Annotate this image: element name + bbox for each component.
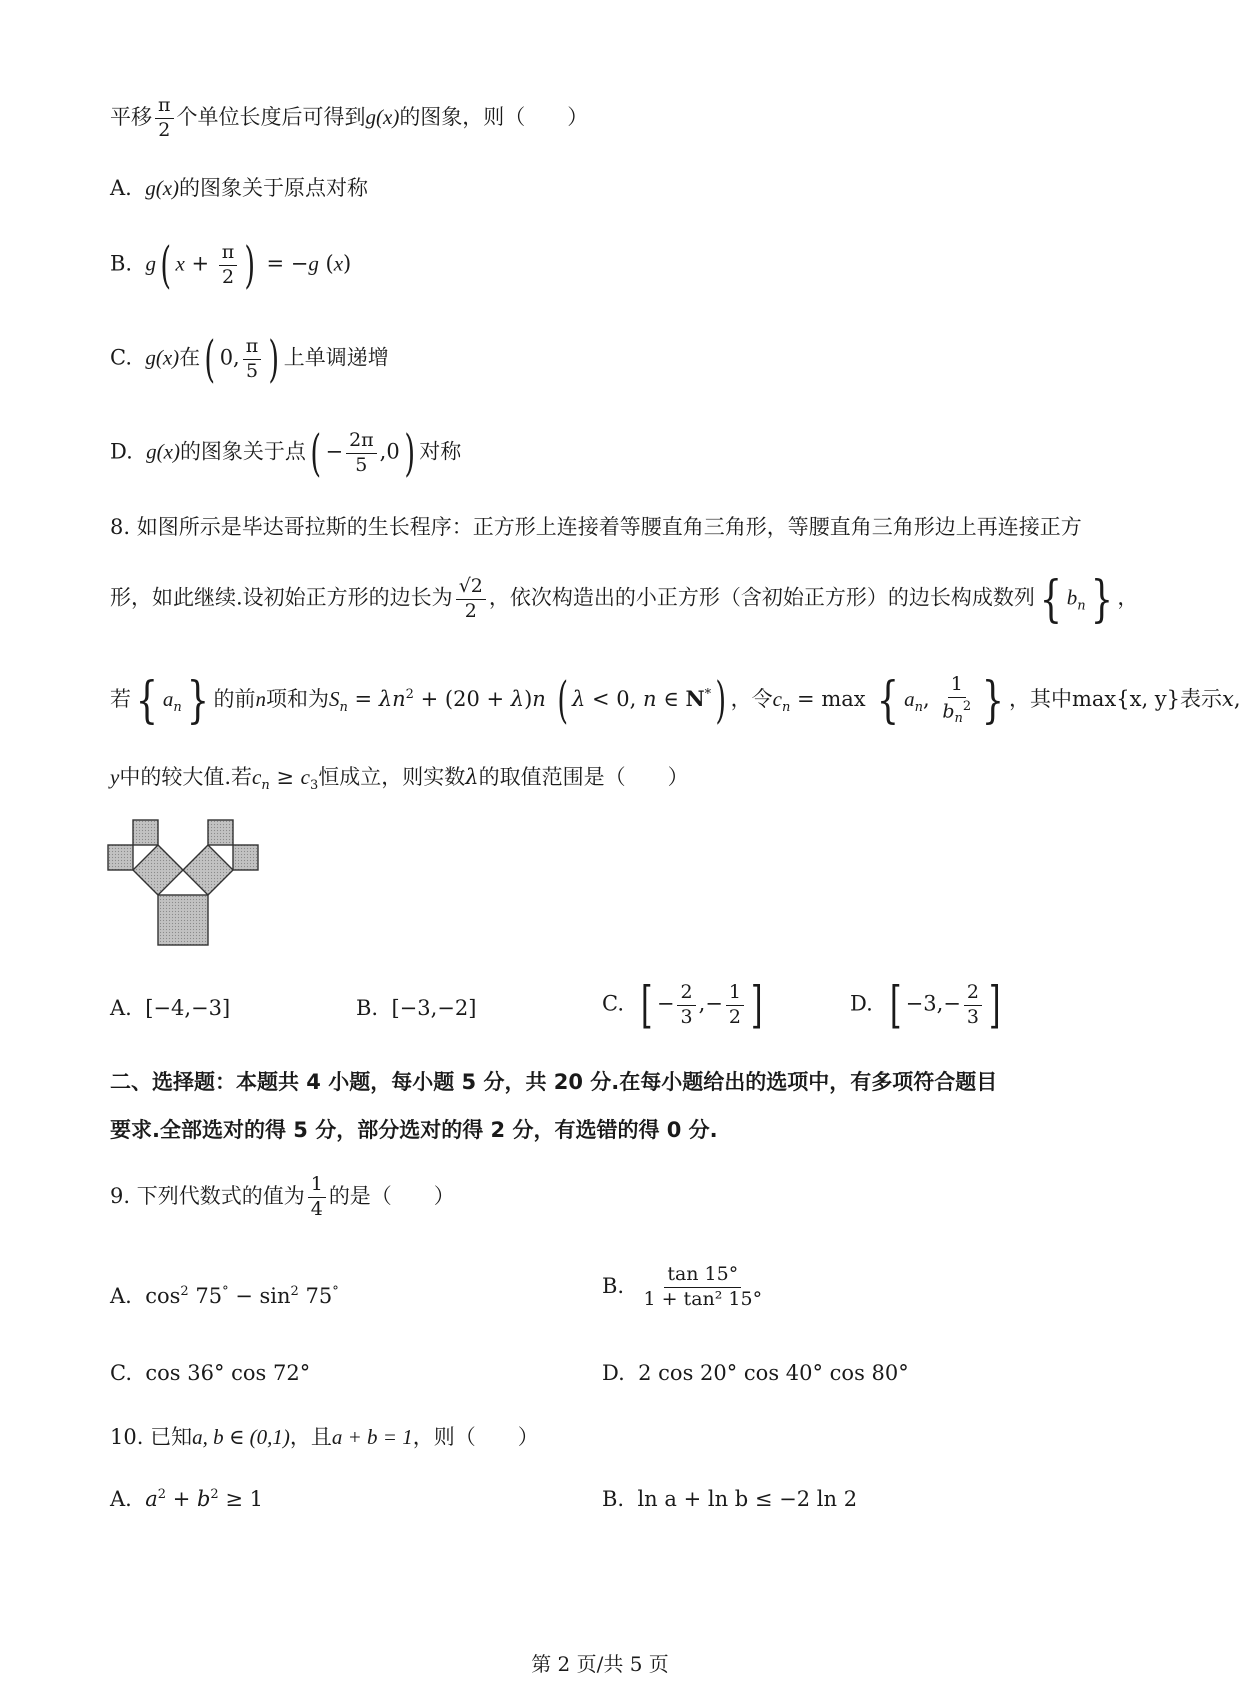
q10-option-b: B. ln a + ln b ≤ −2 ln 2 xyxy=(602,1487,858,1511)
q8-line-3: 若{ $a_n$} 的前n项和为$S_n = \lambda n^2 + (20 + \lambda)n$ ( λ < 0, n ∈ N*) ，令$c_n = \max$ { $a_n$, $\frac{1}{b_n^2}$ } ，其中max{x, y}表示x, xyxy=(110,671,1241,730)
q8-option-b: B. [−3,−2] xyxy=(356,996,477,1020)
q8-line-1: 8. 如图所示是毕达哥拉斯的生长程序：正方形上连接着等腰直角三角形，等腰直角三角形边上再连接正方 xyxy=(110,515,1082,539)
q7-option-a: A. g(x)的图象关于原点对称 xyxy=(110,176,369,200)
small-square xyxy=(108,845,133,870)
q7-option-c: C. g(x)在( 0, $\frac{\pi}{5}$ ) 上单调递增 xyxy=(110,330,389,388)
q7-tail-line: 平移 $\frac{\pi}{2}$ 个单位长度后可得到g(x)的图象，则（ ） xyxy=(110,94,589,141)
right-square xyxy=(183,845,233,895)
small-square xyxy=(133,820,158,845)
left-square xyxy=(133,845,183,895)
base-square xyxy=(158,895,208,945)
q9-option-a: A. $\cos^2 75^\circ - \sin^2 75^\circ$ xyxy=(110,1284,339,1308)
q8-option-d: D. [ −3,− $\frac{2}{3}$ ] xyxy=(850,976,1001,1034)
q8-line-2: 形，如此继续.设初始正方形的边长为 $\frac{√2}{2}$ ，依次构造出的小正方形（含初始正方形）的边长构成数列{ $b_n$} ， xyxy=(110,570,1139,628)
q7-option-d: D. g(x)的图象关于点( − $\frac{2\pi}{5}$ ,0) 对称 xyxy=(110,424,462,482)
q10-stem: 10. 已知a, b ∈ (0,1)，且a + b = 1，则（ ） xyxy=(110,1425,539,1449)
q9-option-d: D. 2 cos 20° cos 40° cos 80° xyxy=(602,1361,909,1385)
q9-option-b: B. $\frac{\tan 15^\circ}{\text{1 + tan² 15°}}$ xyxy=(602,1263,763,1310)
q8-option-a: A. [−4,−3] xyxy=(110,996,231,1020)
small-square xyxy=(233,845,258,870)
section-2-heading-line-2: 要求.全部选对的得 5 分，部分选对的得 2 分，有选错的得 0 分. xyxy=(110,1118,718,1142)
page-footer: 第 2 页/共 5 页 xyxy=(531,1652,669,1676)
q9-stem: 9. 下列代数式的值为 $\frac{1}{4}$ 的是（ ） xyxy=(110,1173,455,1220)
pythagoras-tree-figure xyxy=(108,820,268,970)
fraction: $\frac{\pi}{2}$ xyxy=(155,96,174,141)
q8-line-4: y中的较大值.若$c_n \ge c_3$恒成立，则实数λ的取值范围是（ ） xyxy=(110,765,689,794)
q7-option-b: B. g( x + $\frac{\pi}{2}$ ) = −g (x) xyxy=(110,236,352,294)
section-2-heading-line-1: 二、选择题：本题共 4 小题，每小题 5 分，共 20 分.在每小题给出的选项中，有多项符合题目 xyxy=(110,1070,998,1094)
small-square xyxy=(208,820,233,845)
q8-option-c: C. [ − $\frac{2}{3}$ ,− $\frac{1}{2}$ ] xyxy=(602,976,763,1034)
q9-option-c: C. cos 36° cos 72° xyxy=(110,1361,311,1385)
q10-option-a: A. $a^2 + b^2 \ge 1$ xyxy=(110,1487,264,1511)
